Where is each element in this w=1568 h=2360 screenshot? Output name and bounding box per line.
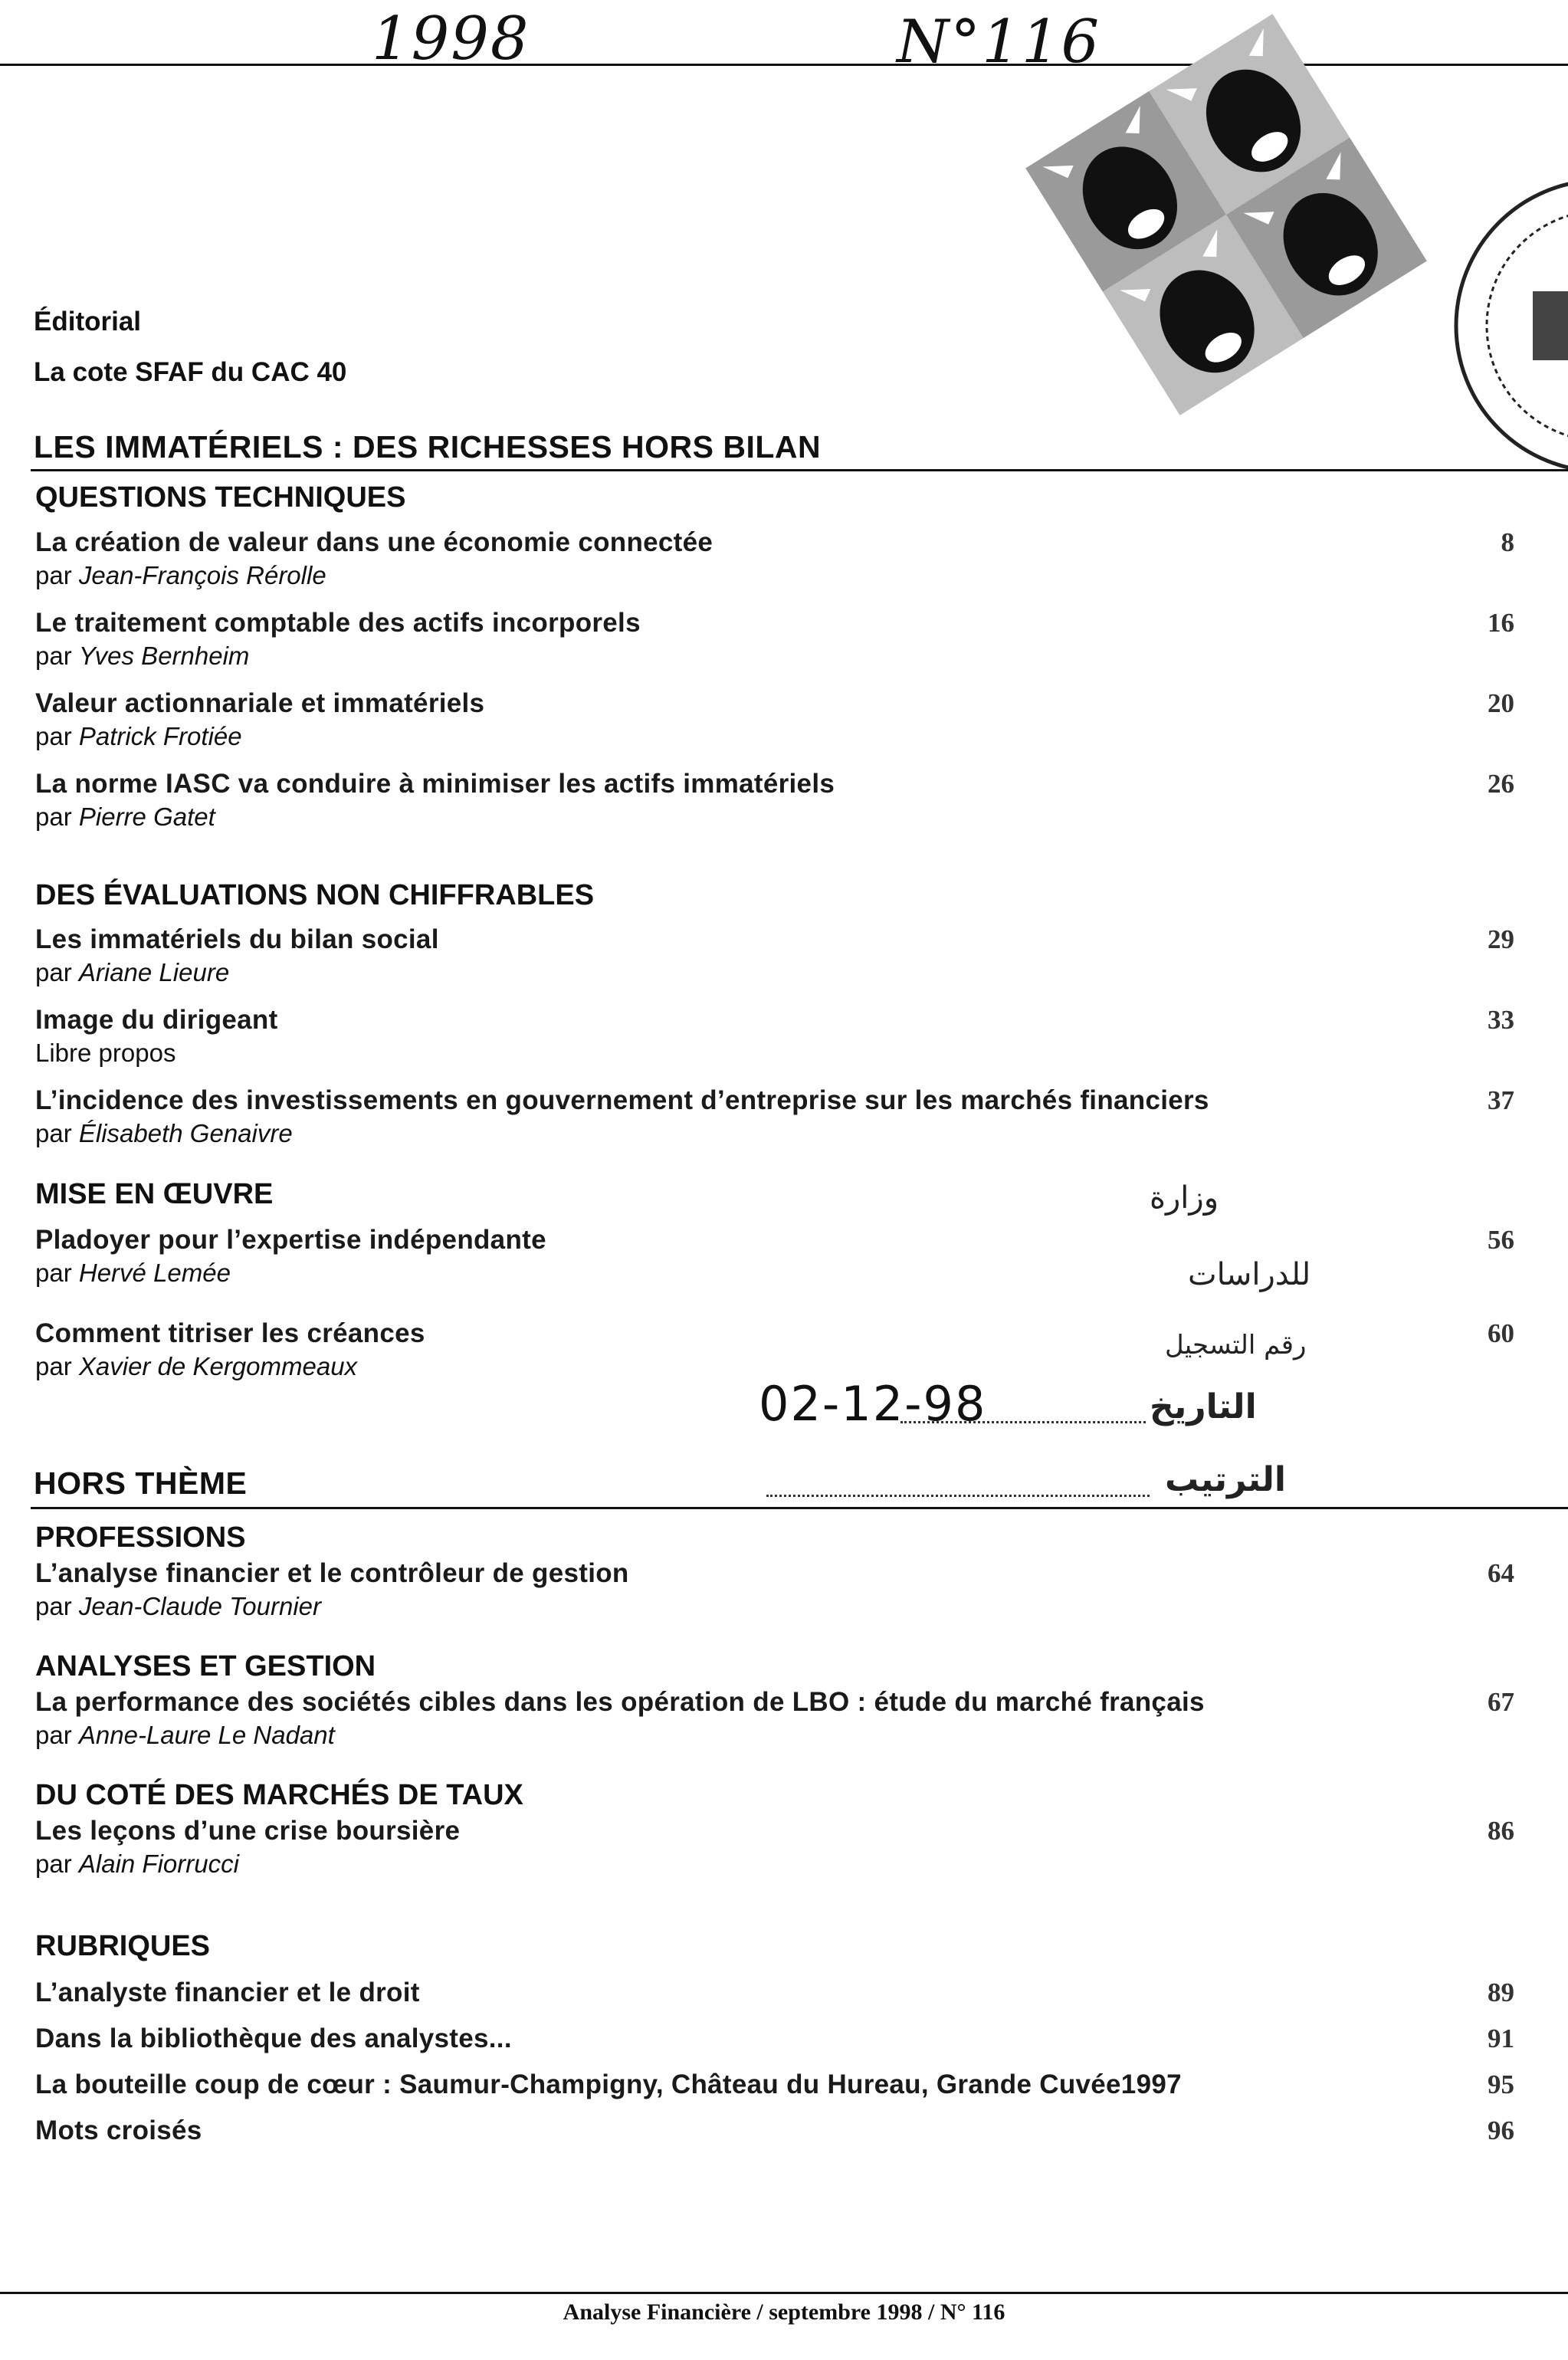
toc-entry-author-line: Libre propos xyxy=(35,1039,176,1067)
toc-entry-title: Dans la bibliothèque des analystes... xyxy=(35,2024,512,2053)
toc-entry-author: Anne-Laure Le Nadant xyxy=(78,1721,335,1749)
handwritten-year: 1998 xyxy=(372,5,530,74)
toc-entry xyxy=(35,1558,1514,1621)
toc-entry xyxy=(35,527,1514,590)
toc-entry-title: La bouteille coup de cœur : Saumur-Champigny, Château du Hureau, Grande Cuvée1997 xyxy=(35,2070,1182,2099)
toc-entry-author-line: par Patrick Frotiée xyxy=(35,722,242,750)
section-rule xyxy=(31,469,1568,471)
toc-entry-title: L’analyse financier et le contrôleur de gestion xyxy=(35,1558,629,1588)
toc-entry-author-line: par Jean-Claude Tournier xyxy=(35,1592,322,1620)
toc-entry-page: 64 xyxy=(1488,1558,1514,1588)
toc-entry-author: Hervé Lemée xyxy=(78,1259,231,1287)
section-heading-professions: PROFESSIONS xyxy=(35,1521,246,1554)
toc-entry-title: Image du dirigeant xyxy=(35,1005,278,1035)
toc-entry-title: Le traitement comptable des actifs incorporels xyxy=(35,608,641,638)
handwritten-issue-number: N°116 xyxy=(897,8,1101,77)
toc-entry-title: L’incidence des investissements en gouvernement d’entreprise sur les marchés financiers xyxy=(35,1085,1209,1115)
order-dotted-line xyxy=(766,1495,1150,1497)
toc-entry-page: 56 xyxy=(1488,1225,1514,1255)
arabic-stamp-ministry: وزارة xyxy=(1150,1180,1219,1216)
arabic-stamp-registration: رقم التسجيل xyxy=(1165,1330,1307,1361)
toc-entry-page: 96 xyxy=(1488,2115,1514,2145)
toc-entry-title: Les leçons d’une crise boursière xyxy=(35,1816,461,1846)
theme-heading-immateriels: LES IMMATÉRIELS : DES RICHESSES HORS BILAN xyxy=(34,429,822,464)
toc-entry-page: 33 xyxy=(1488,1005,1514,1035)
toc-entry-author-line: par Pierre Gatet xyxy=(35,803,215,831)
toc-entry xyxy=(35,688,1514,751)
toc-editorial: Éditorial xyxy=(34,307,142,336)
arabic-stamp-studies: للدراسات xyxy=(1188,1257,1311,1292)
toc-entry-page: 89 xyxy=(1488,1978,1514,2007)
toc-entry-title: Comment titriser les créances xyxy=(35,1318,425,1348)
section-rule xyxy=(31,1507,1568,1509)
toc-cote-sfaf: La cote SFAF du CAC 40 xyxy=(34,357,347,387)
toc-entry-author: Patrick Frotiée xyxy=(78,722,242,750)
toc-entry-author-line: par Élisabeth Genaivre xyxy=(35,1119,293,1147)
toc-entry xyxy=(35,769,1514,832)
toc-entry-author: Jean-Claude Tournier xyxy=(78,1592,322,1620)
toc-entry xyxy=(35,2070,1514,2100)
toc-entry-title: Pladoyer pour l’expertise indépendante xyxy=(35,1225,546,1255)
toc-entry xyxy=(35,1687,1514,1750)
toc-entry xyxy=(35,1978,1514,2008)
toc-entry-page: 95 xyxy=(1488,2070,1514,2099)
footer-rule xyxy=(0,2292,1568,2294)
toc-entry-author-line: par Yves Bernheim xyxy=(35,642,250,670)
toc-entry-page: 8 xyxy=(1501,527,1514,557)
toc-entry-title: La norme IASC va conduire à minimiser les actifs immatériels xyxy=(35,769,835,799)
toc-entry-author: Alain Fiorrucci xyxy=(78,1850,239,1878)
toc-entry-title: La création de valeur dans une économie connectée xyxy=(35,527,713,557)
toc-entry-page: 20 xyxy=(1488,688,1514,718)
toc-entry-page: 91 xyxy=(1488,2024,1514,2053)
toc-entry xyxy=(35,924,1514,987)
toc-entry-page: 16 xyxy=(1488,608,1514,638)
toc-entry-author-line: par Hervé Lemée xyxy=(35,1259,231,1287)
arabic-stamp-date-label: التاريخ xyxy=(1150,1387,1257,1426)
section-heading-mise-en-oeuvre: MISE EN ŒUVRE xyxy=(35,1178,274,1210)
toc-entry-title: Les immatériels du bilan social xyxy=(35,924,439,954)
toc-entry xyxy=(35,608,1514,671)
toc-entry-title: La performance des sociétés cibles dans les opération de LBO : étude du marché français xyxy=(35,1687,1205,1717)
toc-entry-page: 86 xyxy=(1488,1816,1514,1846)
toc-entry-title: Mots croisés xyxy=(35,2115,202,2145)
handwritten-date: 02-12-98 xyxy=(759,1376,987,1432)
section-heading-evaluations: DES ÉVALUATIONS NON CHIFFRABLES xyxy=(35,879,595,911)
toc-entry xyxy=(35,2024,1514,2054)
toc-entry-author: Xavier de Kergommeaux xyxy=(78,1352,358,1380)
toc-entry-page: 67 xyxy=(1488,1687,1514,1717)
toc-entry xyxy=(35,1816,1514,1879)
toc-entry-author-line: par Ariane Lieure xyxy=(35,958,230,986)
toc-entry xyxy=(35,2115,1514,2146)
toc-entry-author: Ariane Lieure xyxy=(78,958,230,986)
toc-entry-author: Pierre Gatet xyxy=(78,803,215,831)
toc-entry-title: Valeur actionnariale et immatériels xyxy=(35,688,485,718)
section-heading-marches-taux: DU COTÉ DES MARCHÉS DE TAUX xyxy=(35,1779,523,1811)
toc-entry xyxy=(35,1085,1514,1148)
date-dotted-line xyxy=(900,1421,1146,1423)
section-heading-questions-techniques: QUESTIONS TECHNIQUES xyxy=(35,481,406,514)
cow-illustration-image xyxy=(1012,0,1441,429)
toc-entry-author: Jean-François Rérolle xyxy=(78,561,326,589)
toc-entry-page: 26 xyxy=(1488,769,1514,799)
toc-entry-author: Élisabeth Genaivre xyxy=(78,1119,293,1147)
toc-entry-page: 60 xyxy=(1488,1318,1514,1348)
section-heading-rubriques: RUBRIQUES xyxy=(35,1930,211,1962)
toc-entry-author-line: par Alain Fiorrucci xyxy=(35,1850,239,1878)
toc-entry-author-line: par Jean-François Rérolle xyxy=(35,561,326,589)
page-footer: Analyse Financière / septembre 1998 / N° 116 xyxy=(563,2299,1005,2325)
theme-heading-hors-theme: HORS THÈME xyxy=(34,1466,248,1501)
toc-entry-page: 37 xyxy=(1488,1085,1514,1115)
library-seal-stamp xyxy=(1441,161,1568,491)
toc-entry-author-line: par Xavier de Kergommeaux xyxy=(35,1352,358,1380)
toc-entry-author-line: par Anne-Laure Le Nadant xyxy=(35,1721,335,1749)
toc-entry-author: Yves Bernheim xyxy=(78,642,250,670)
toc-entry xyxy=(35,1005,1514,1068)
arabic-stamp-order-label: الترتيب xyxy=(1165,1460,1286,1499)
toc-entry-page: 29 xyxy=(1488,924,1514,954)
toc-entry-title: L’analyste financier et le droit xyxy=(35,1978,420,2007)
section-heading-analyses-gestion: ANALYSES ET GESTION xyxy=(35,1650,376,1682)
